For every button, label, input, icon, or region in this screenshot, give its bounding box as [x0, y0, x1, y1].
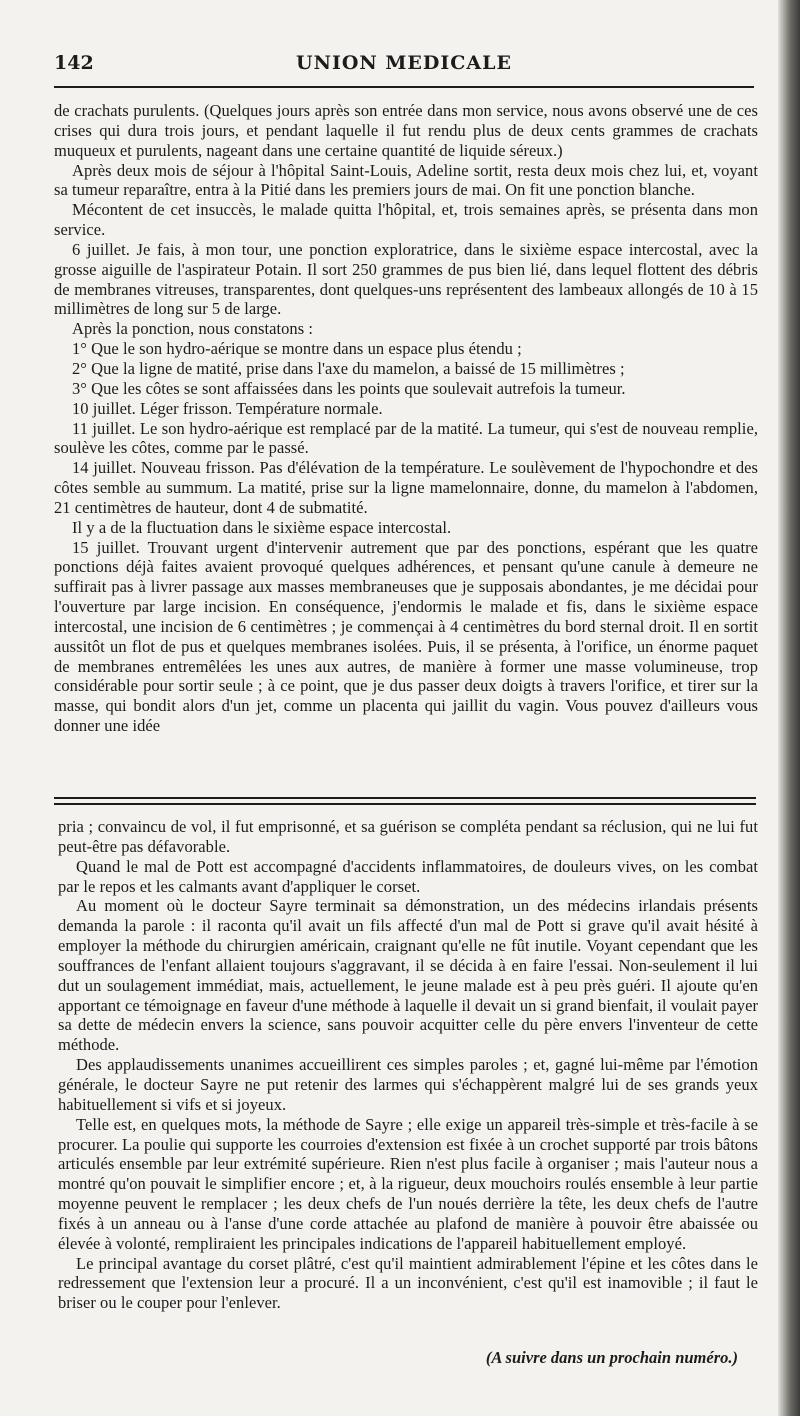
paragraph: Il y a de la fluctuation dans le sixième espace intercostal. [72, 517, 452, 537]
paragraph: 14 juillet. Nouveau frisson. Pas d'élévation de la température. Le soulèvement de l'hypochondre et des côtes semble au summum. La matité, prise sur la ligne mamelonnaire, donne, du mamelon à l'abdomen, 21 centimètres de hauteur, dont 4 de submatité. [54, 458, 758, 517]
list-item: 1° Que le son hydro-aérique se montre dans un espace plus étendu ; [72, 339, 522, 359]
paragraph: Après la ponction, nous constatons : [72, 319, 314, 339]
paragraph: Des applaudissements unanimes accueillirent ces simples paroles ; et, gagné lui-même par l'émotion générale, le docteur Sayre ne put retenir des larmes qui s'échappèrent malgré lui de ses grands yeux habituellement si vifs et si joyeux. [58, 1055, 758, 1114]
paragraph: Après deux mois de séjour à l'hôpital Saint-Louis, Adeline sortit, resta deux mois chez lui, et, voyant sa tumeur reparaître, entra à la Pitié dans les premiers jours de mai. On fit une ponction blanche. [54, 160, 758, 200]
paragraph: 10 juillet. Léger frisson. Température normale. [72, 398, 383, 418]
paragraph: 11 juillet. Le son hydro-aérique est remplacé par de la matité. La tumeur, qui s'est de nouveau remplie, soulève les côtes, comme par le passé. [54, 418, 758, 458]
list-item: 2° Que la ligne de matité, prise dans l'axe du mamelon, a baissé de 15 millimètres ; [72, 358, 625, 378]
continuation-note: (A suivre dans un prochain numéro.) [485, 1348, 738, 1367]
paragraph: Telle est, en quelques mots, la méthode de Sayre ; elle exige un appareil très-simple et très-facile à se procurer. La poulie qui supporte les courroies d'extension est fixée à un crochet supporté par trois bâtons articulés ensemble par leur extrémité supérieure. Rien n'est plus facile à organiser ; mais l'auteur nous a montré qu'on pouvait le simplifier encore ; et, à la rigueur, deux mouchoirs roulés ensemble à leur partie moyenne peuvent le remplacer ; les deux chefs de l'un noués derrière la tête, les deux chefs de l'autre fixés à un anneau ou à l'anse d'une corde attachée au plafond de manière à pouvoir être abaissée ou élevée à volonté, rempliraient les principales indications de l'appareil habituellement employé. [58, 1114, 758, 1253]
page-header [54, 52, 754, 82]
header-rule [54, 86, 754, 88]
paragraph: 15 juillet. Trouvant urgent d'intervenir autrement que par des ponctions, espérant que les quatre ponctions déjà faites avaient provoqué quelques adhérences, et pensant qu'une canule à demeure ne suffirait pas à livrer passage aux masses membraneuses que je supposais abondantes, je me décidai pour l'ouverture par large incision. En conséquence, j'endormis le malade et fis, dans le sixième espace intercostal, une incision de 6 centimètres ; je commençai à 4 centimètres du bord sternal droit. Il en sortit aussitôt un flot de pus et quelques membranes isolées. Puis, il se présenta, à l'orifice, un énorme paquet de membranes entremêlées les unes aux autres, de manière à former une masse volumineuse, trop considérable pour sortir seule ; à ce point, que je dus passer deux doigts à travers l'orifice, et tirer sur la masse, qui bondit alors d'un jet, comme un placenta qui jaillit du vagin. Vous pouvez d'ailleurs vous donner une idée [54, 537, 758, 736]
list-item: 3° Que les côtes se sont affaissées dans les points que soulevait autrefois la tumeur. [72, 378, 626, 398]
paragraph: Le principal avantage du corset plâtré, c'est qu'il maintient admirablement l'épine et les côtes dans le redressement que l'extension leur a procuré. Il a un inconvénient, c'est qu'il est inamovible ; il faut le briser ou le couper pour l'enlever. [58, 1253, 758, 1313]
main-article-text [54, 101, 758, 736]
paragraph: Quand le mal de Pott est accompagné d'accidents inflammatoires, de douleurs vives, on les combat par le repos et les calmants avant d'appliquer le corset. [58, 856, 758, 896]
page-number: 142 [54, 52, 94, 74]
book-spine-edge [778, 0, 800, 1416]
paragraph: Au moment où le docteur Sayre terminait sa démonstration, un des médecins irlandais présents demanda la parole : il raconta qu'il avait un fils affecté d'un mal de Pott si grave qu'il avait hésité à employer la méthode du chirurgien américain, craignant qu'elle ne fût inutile. Voyant cependant que les souffrances de l'enfant allaient toujours s'aggravant, il se décida à en faire l'essai. Non-seulement il lui dut un soulagement immédiat, mais, actuellement, le jeune malade est à peu près guéri. Il ajoute qu'en apportant ce témoignage en faveur d'une méthode à laquelle il devait un si grand bienfait, il voulait payer sa dette de médecin envers la science, sans pouvoir acquitter celle du père envers l'inventeur de cette méthode. [58, 896, 758, 1055]
paragraph: de crachats purulents. (Quelques jours après son entrée dans mon service, nous avons observé une de ces crises qui dura trois jours, et pendant laquelle il fut rendu plus de deux cents grammes de crachats muqueux et purulents, nageant dans une certaine quantité de liquide séreux.) [54, 101, 758, 160]
running-title: UNION MEDICALE [296, 52, 512, 74]
paragraph: Mécontent de cet insuccès, le malade quitta l'hôpital, et, trois semaines après, se présenta dans mon service. [54, 200, 758, 240]
feuilleton-text [58, 817, 758, 1313]
feuilleton-separator-rule [54, 797, 756, 805]
paragraph: pria ; convaincu de vol, il fut emprisonné, et sa guérison se compléta pendant sa réclusion, qui ne lui fut peut-être pas défavorable. [58, 817, 758, 856]
paragraph: 6 juillet. Je fais, à mon tour, une ponction exploratrice, dans le sixième espace intercostal, avec la grosse aiguille de l'aspirateur Potain. Il sort 250 grammes de pus bien lié, dans lequel flottent des débris de membranes vitreuses, transparentes, dont quelques-uns représentent des lambeaux allongés de 10 à 15 millimètres de long sur 5 de large. [54, 239, 758, 319]
